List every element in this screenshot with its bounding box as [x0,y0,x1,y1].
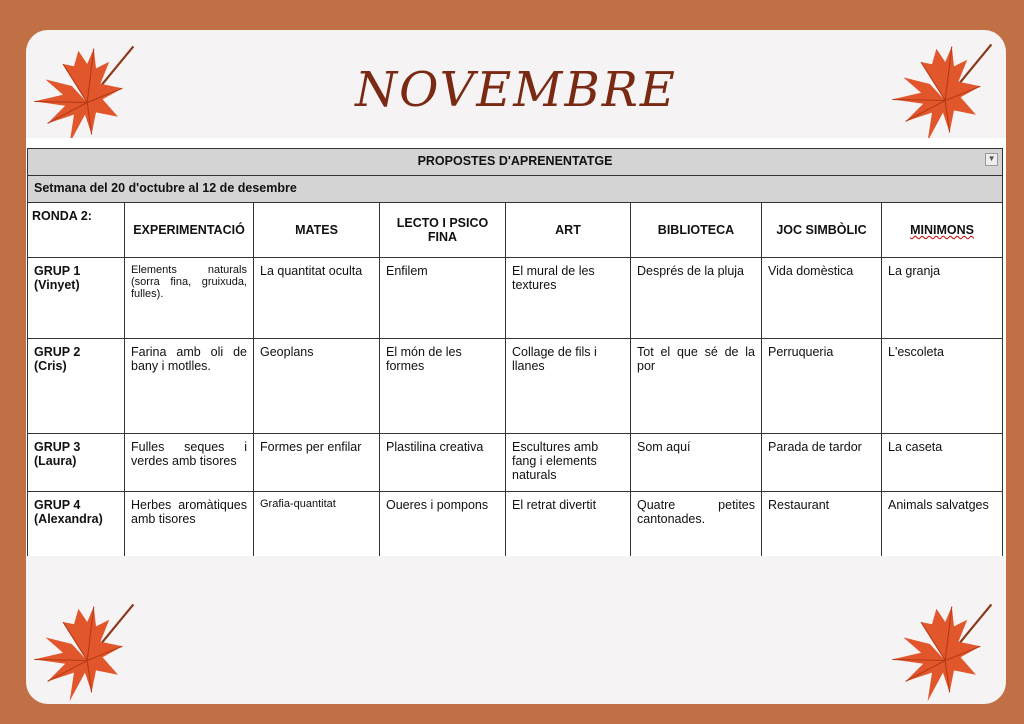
column-header: MATES [254,203,380,258]
column-header: JOC SIMBÒLIC [762,203,882,258]
table-row [28,492,1003,557]
group-cell [28,434,125,492]
column-header: BIBLIOTECA [631,203,762,258]
table-row [28,434,1003,492]
dropdown-arrow-icon[interactable]: ▼ [985,153,998,166]
table-cell: Som aquí [631,434,762,492]
maple-leaf-icon [888,600,998,710]
maple-leaf-icon [30,600,140,710]
table-cell: Fulles seques i verdes amb tisores [125,434,254,492]
column-header: LECTO I PSICO FINA [380,203,506,258]
column-header: ART [506,203,631,258]
table-cell: Animals salvatges [882,492,1003,557]
table-cell: L'escoleta [882,339,1003,434]
group-teacher: (Cris) [34,359,67,373]
table-cell: Oueres i pompons [380,492,506,557]
table-heading [28,149,1003,176]
table-cell: Grafia-quantitat [254,492,380,557]
group-cell [28,339,125,434]
group-name: GRUP 2 [34,345,81,359]
group-name: GRUP 1 [34,264,81,278]
column-header: EXPERIMENTACIÓ [125,203,254,258]
table-cell: Enfilem [380,258,506,339]
table-cell: Geoplans [254,339,380,434]
table-cell: La caseta [882,434,1003,492]
group-teacher: (Vinyet) [34,278,80,292]
week-range: Setmana del 20 d'octubre al 12 de desembre [28,176,1003,203]
schedule-table-area [26,138,1006,556]
table-cell: El retrat divertit [506,492,631,557]
group-name: GRUP 3 [34,440,81,454]
maple-leaf-icon [888,40,998,150]
table-cell: Després de la pluja [631,258,762,339]
table-row [28,258,1003,339]
table-cell: Herbes aromàtiques amb tisores [125,492,254,557]
table-cell: Tot el que sé de la por [631,339,762,434]
table-cell: Parada de tardor [762,434,882,492]
table-cell: Escultures amb fang i elements naturals [506,434,631,492]
table-cell: El món de les formes [380,339,506,434]
table-cell: Restaurant [762,492,882,557]
table-row [28,339,1003,434]
table-cell: Collage de fils i llanes [506,339,631,434]
schedule-table [27,148,1003,556]
table-cell: La granja [882,258,1003,339]
maple-leaf-icon [30,42,140,152]
table-cell: Plastilina creativa [380,434,506,492]
round-label: RONDA 2: [28,203,125,258]
table-cell: Perruqueria [762,339,882,434]
group-teacher: (Alexandra) [34,512,103,526]
group-cell [28,492,125,557]
group-name: GRUP 4 [34,498,81,512]
table-cell: El mural de les textures [506,258,631,339]
group-cell [28,258,125,339]
page-title: NOVEMBRE [355,62,677,118]
column-header-label: MINIMONS [910,223,974,237]
table-cell: Formes per enfilar [254,434,380,492]
column-header [882,203,1003,258]
table-cell: La quantitat oculta [254,258,380,339]
group-teacher: (Laura) [34,454,77,468]
table-cell: Quatre petites cantonades. [631,492,762,557]
table-heading-label: PROPOSTES D'APRENENTATGE [417,154,613,168]
table-cell: Vida domèstica [762,258,882,339]
table-cell: Farina amb oli de bany i motlles. [125,339,254,434]
table-cell: Elements naturals (sorra fina, gruixuda, fulles). [125,258,254,339]
